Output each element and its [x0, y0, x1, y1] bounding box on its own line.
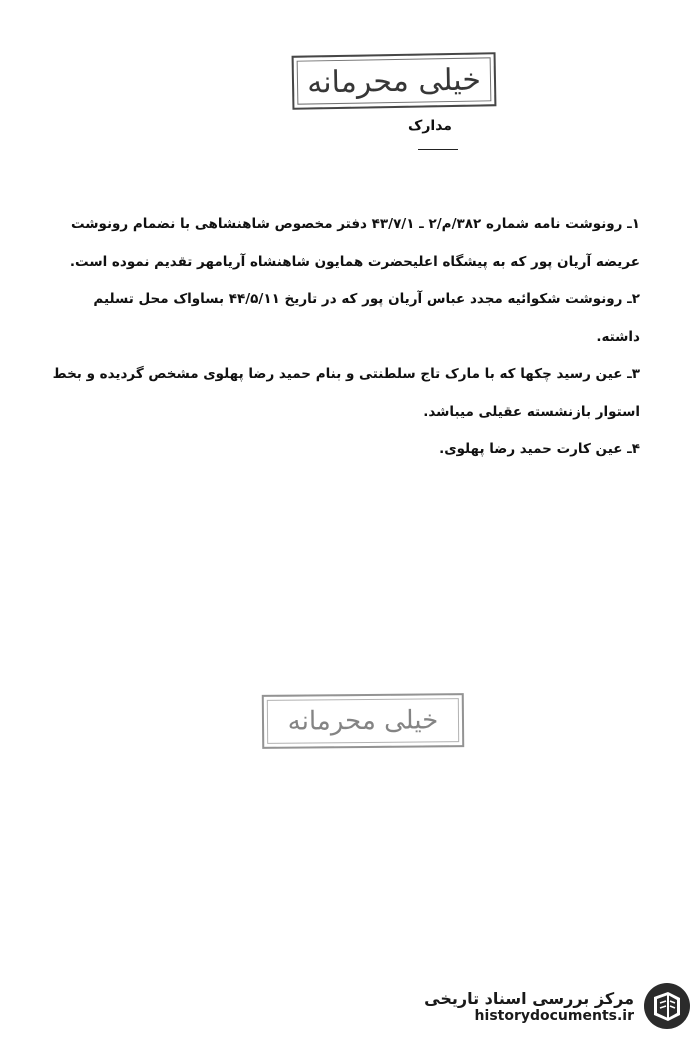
book-logo-icon	[642, 981, 692, 1031]
list-item-4: ۴ـ عین کارت حمید رضا پهلوی.	[439, 441, 640, 457]
watermark-site: historydocuments.ir	[474, 1007, 634, 1024]
document-body	[52, 206, 640, 469]
watermark-text	[424, 989, 634, 1024]
stamp-top-text: خیلی محرمانه	[306, 61, 482, 101]
list-item-3: ۳ـ عین رسید چکها که با مارک تاج سلطنتی و بنام حمید رضا پهلوی مشخص گردیده و بخط استوار بازنشسته عقیلی میباشد.	[52, 366, 640, 420]
classification-stamp-bottom	[262, 693, 464, 749]
watermark-logo	[424, 980, 692, 1032]
document-heading: مدارک	[408, 118, 452, 134]
list-item-1: ۱ـ رونوشت نامه شماره ۳۸۲/م/۲ ـ ۴۳/۷/۱ دفتر مخصوص شاهنشاهی با نضمام رونوشت عریضه آریان پور که به پیشگاه اعلیحضرت همایون شاهنشاه آریامهر تقدیم نموده است.	[69, 216, 640, 270]
heading-underline	[418, 149, 458, 150]
stamp-bottom-text: خیلی محرمانه	[287, 705, 439, 737]
watermark-org-name: مرکز بررسی اسناد تاریخی	[424, 988, 634, 1008]
classification-stamp-top	[292, 52, 497, 110]
list-item-2: ۲ـ رونوشت شکوائیه مجدد عباس آریان پور که در تاریخ ۴۴/۵/۱۱ بساواک محل تسلیم داشته.	[93, 291, 640, 345]
